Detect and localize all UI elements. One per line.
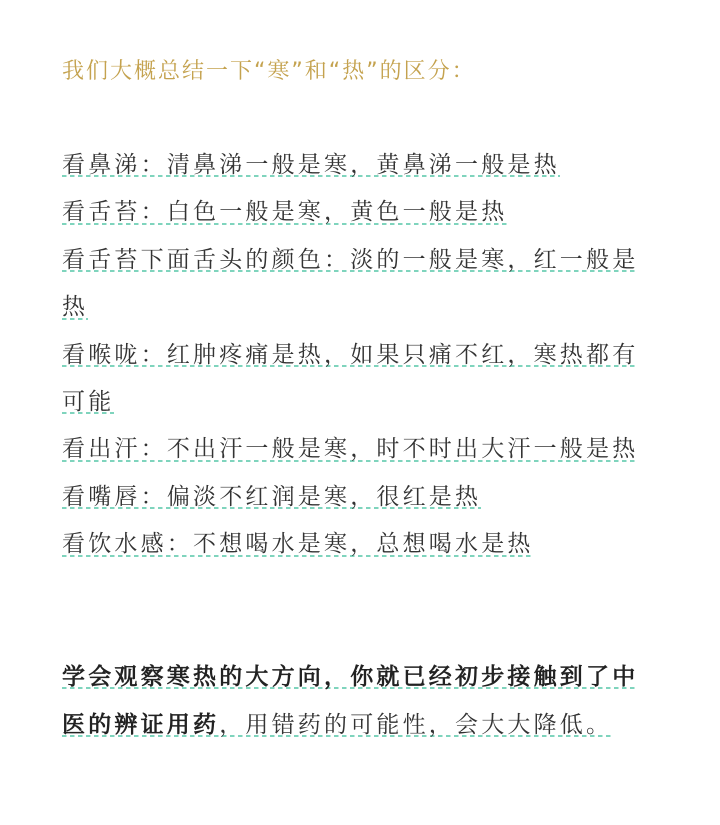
list-item-text <box>62 247 638 322</box>
summary-paragraph <box>62 653 662 749</box>
list-item-text <box>62 436 638 464</box>
summary-line <box>62 653 662 749</box>
list-item-text <box>62 531 534 559</box>
item-label: 看出汗： <box>62 436 167 463</box>
item-label: 看喉咙： <box>62 341 167 368</box>
list-item <box>62 474 662 521</box>
intro-text: 我们大概总结一下“寒”和“热”的区分： <box>62 59 476 84</box>
list-item <box>62 426 662 473</box>
item-text: 红肿疼痛是热，如果只痛不红，寒热都有可能 <box>62 341 639 416</box>
item-text: 白色一般是寒，黄色一般是热 <box>166 199 508 226</box>
item-label: 看鼻涕： <box>62 152 167 178</box>
item-label: 看饮水感： <box>62 531 193 558</box>
item-text: 偏淡不红润是寒，很红是热 <box>166 483 482 510</box>
list-item-text <box>62 199 507 227</box>
cold-heat-list <box>62 142 662 569</box>
list-item <box>62 332 662 427</box>
item-label: 看舌苔： <box>62 199 167 226</box>
item-text: 不出汗一般是寒，时不时出大汗一般是热 <box>166 436 639 463</box>
list-item-text <box>62 342 638 417</box>
item-text: 不想喝水是寒，总想喝水是热 <box>193 531 534 558</box>
list-item <box>62 189 662 236</box>
list-item-text <box>62 484 481 512</box>
item-text: 清鼻涕一般是寒，黄鼻涕一般是热 <box>166 152 560 178</box>
intro-heading <box>62 54 476 85</box>
list-item <box>62 237 662 332</box>
summary-bold-text: 学会观察寒热的大方向，你就已经初步接触到了中医的辨证用药 <box>62 664 639 738</box>
item-label: 看舌苔下面舌头的颜色： <box>62 246 351 273</box>
list-item <box>62 521 662 568</box>
list-item-text <box>62 152 560 180</box>
item-label: 看嘴唇： <box>62 483 167 510</box>
summary-normal-text: ，用错药的可能性，会大大降低。 <box>219 712 613 738</box>
summary-text <box>62 664 638 740</box>
list-item <box>62 142 662 189</box>
item-text: 淡的一般是寒，红一般是热 <box>62 246 639 321</box>
